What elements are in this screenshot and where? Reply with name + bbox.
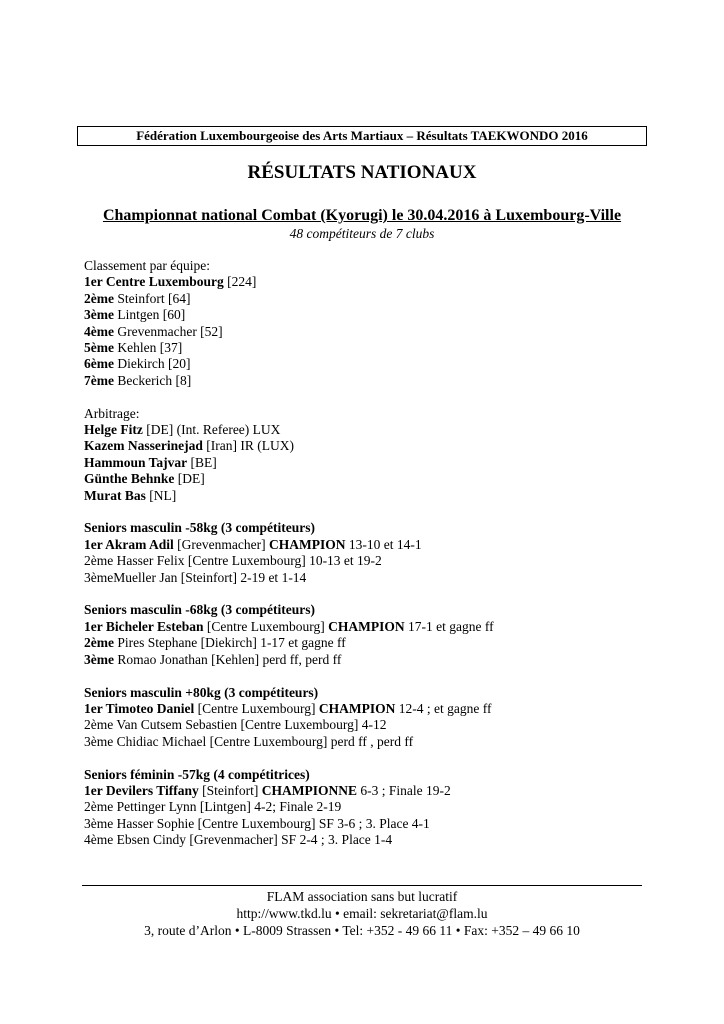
- result-rank: 2ème: [84, 635, 114, 651]
- winner-name: 1er Devilers Tiffany: [84, 782, 199, 798]
- team-rank-label: 6ème: [84, 356, 114, 372]
- referee-detail: [DE]: [174, 471, 205, 487]
- referees-heading: Arbitrage:: [84, 405, 140, 421]
- winner-row: [84, 537, 684, 553]
- participants-note: 48 compétiteurs de 7 clubs: [289, 226, 435, 241]
- result-row: [84, 816, 684, 832]
- referee-detail: [DE] (Int. Referee) LUX: [142, 422, 281, 438]
- winner-scores: 13-10 et 14-1: [345, 536, 422, 552]
- referee-detail: [BE]: [187, 454, 217, 470]
- result-text: 2ème Van Cutsem Sebastien [Centre Luxembourg] 4-12: [84, 717, 387, 733]
- result-text: 2ème Pettinger Lynn [Lintgen] 4-2; Finale 2-19: [84, 799, 342, 815]
- footer-divider: [82, 885, 642, 886]
- footer-association: FLAM association sans but lucratif: [266, 889, 458, 904]
- footer-contact: http://www.tkd.lu • email: sekretariat@flam.lu: [236, 906, 488, 921]
- championship-title: Championnat national Combat (Kyorugi) le 30.04.2016 à Luxembourg-Ville: [102, 207, 622, 224]
- champion-label: CHAMPIONNE: [261, 782, 357, 798]
- referee-detail: [NL]: [145, 487, 177, 503]
- result-text: Romao Jonathan [Kehlen] perd ff, perd ff: [113, 651, 342, 667]
- champion-label: CHAMPION: [318, 700, 396, 716]
- winner-name: 1er Timoteo Daniel: [84, 700, 195, 716]
- team-rank-row: [84, 373, 684, 389]
- team-rank-row: [84, 291, 684, 307]
- team-rank-detail: Grevenmacher [52]: [113, 323, 223, 339]
- spacer: [84, 389, 684, 405]
- winner-scores: 12-4 ; et gagne ff: [395, 700, 492, 716]
- spacer: [84, 750, 684, 766]
- category-title: [84, 520, 684, 536]
- team-rank-detail: Lintgen [60]: [113, 307, 186, 323]
- team-rank-label: 3ème: [84, 307, 114, 323]
- team-rank-detail: Kehlen [37]: [113, 340, 183, 356]
- spacer: [84, 586, 684, 602]
- team-rank-detail: Steinfort [64]: [113, 290, 191, 306]
- footer: [0, 888, 724, 939]
- team-rank-label: 5ème: [84, 340, 114, 356]
- category-title: [84, 685, 684, 701]
- team-ranking-heading: Classement par équipe:: [84, 258, 210, 273]
- winner-row: [84, 701, 684, 717]
- winner-club: [Grevenmacher]: [173, 536, 269, 552]
- result-row: [84, 635, 684, 651]
- referee-row: [84, 438, 684, 454]
- team-rank-row: [84, 340, 684, 356]
- referee-name: Murat Bas: [84, 487, 146, 503]
- category-title-text: Seniors féminin -57kg (4 compétitrices): [84, 766, 310, 782]
- result-text: 2ème Hasser Felix [Centre Luxembourg] 10-13 et 19-2: [84, 553, 382, 569]
- winner-row: [84, 619, 684, 635]
- winner-club: [Centre Luxembourg]: [203, 618, 329, 634]
- team-rank-row: [84, 324, 684, 340]
- referee-row: [84, 471, 684, 487]
- result-rank: 3ème: [84, 651, 114, 667]
- referee-row: [84, 455, 684, 471]
- category-title-text: Seniors masculin -68kg (3 compétiteurs): [84, 602, 315, 618]
- team-rank-row: [84, 356, 684, 372]
- result-row: [84, 553, 684, 569]
- referee-name: Kazem Nasserinejad: [84, 438, 203, 454]
- team-rank-detail: Beckerich [8]: [113, 372, 192, 388]
- team-rank-detail: Diekirch [20]: [113, 356, 191, 372]
- result-row: [84, 799, 684, 815]
- result-text: 4ème Ebsen Cindy [Grevenmacher] SF 2-4 ; 3. Place 1-4: [84, 832, 393, 848]
- category-title: [84, 602, 684, 618]
- result-text: 3ème Hasser Sophie [Centre Luxembourg] SF 3-6 ; 3. Place 4-1: [84, 815, 430, 831]
- category-title-text: Seniors masculin -58kg (3 compétiteurs): [84, 520, 315, 536]
- team-rank-row: [84, 307, 684, 323]
- team-rank-label: 4ème: [84, 323, 114, 339]
- page-title: RÉSULTATS NATIONAUX: [247, 162, 477, 183]
- winner-scores: 17-1 et gagne ff: [404, 618, 494, 634]
- referee-row: [84, 422, 684, 438]
- team-rank-label: 1er Centre Luxembourg: [84, 274, 224, 290]
- winner-name: 1er Akram Adil: [84, 536, 174, 552]
- spacer: [84, 668, 684, 684]
- referee-name: Helge Fitz: [84, 422, 143, 438]
- winner-name: 1er Bicheler Esteban: [84, 618, 204, 634]
- header-box-title: Fédération Luxembourgeoise des Arts Martiaux – Résultats TAEKWONDO 2016: [77, 126, 647, 146]
- result-text: 3èmeMueller Jan [Steinfort] 2-19 et 1-14: [84, 569, 307, 585]
- results-content: [84, 258, 684, 849]
- winner-row: [84, 783, 684, 799]
- category-title: [84, 767, 684, 783]
- result-row: [84, 717, 684, 733]
- team-rank-detail: [224]: [223, 274, 257, 290]
- result-row: [84, 832, 684, 848]
- result-row: [84, 734, 684, 750]
- team-rank-row: [84, 274, 684, 290]
- result-text: 3ème Chidiac Michael [Centre Luxembourg] perd ff , perd ff: [84, 733, 414, 749]
- referee-name: Hammoun Tajvar: [84, 454, 188, 470]
- referee-detail: [Iran] IR (LUX): [202, 438, 294, 454]
- team-rank-label: 7ème: [84, 372, 114, 388]
- result-row: [84, 652, 684, 668]
- category-title-text: Seniors masculin +80kg (3 compétiteurs): [84, 684, 319, 700]
- footer-address: 3, route d’Arlon • L-8009 Strassen • Tel: +352 - 49 66 11 • Fax: +352 – 49 66 10: [144, 923, 580, 938]
- result-text: Pires Stephane [Diekirch] 1-17 et gagne ff: [113, 635, 346, 651]
- champion-label: CHAMPION: [268, 536, 346, 552]
- referee-row: [84, 488, 684, 504]
- winner-scores: 6-3 ; Finale 19-2: [357, 782, 451, 798]
- result-row: [84, 570, 684, 586]
- winner-club: [Centre Luxembourg]: [194, 700, 319, 716]
- team-rank-label: 2ème: [84, 290, 114, 306]
- winner-club: [Steinfort]: [198, 782, 262, 798]
- spacer: [84, 504, 684, 520]
- champion-label: CHAMPION: [328, 618, 405, 634]
- referee-name: Günthe Behnke: [84, 471, 175, 487]
